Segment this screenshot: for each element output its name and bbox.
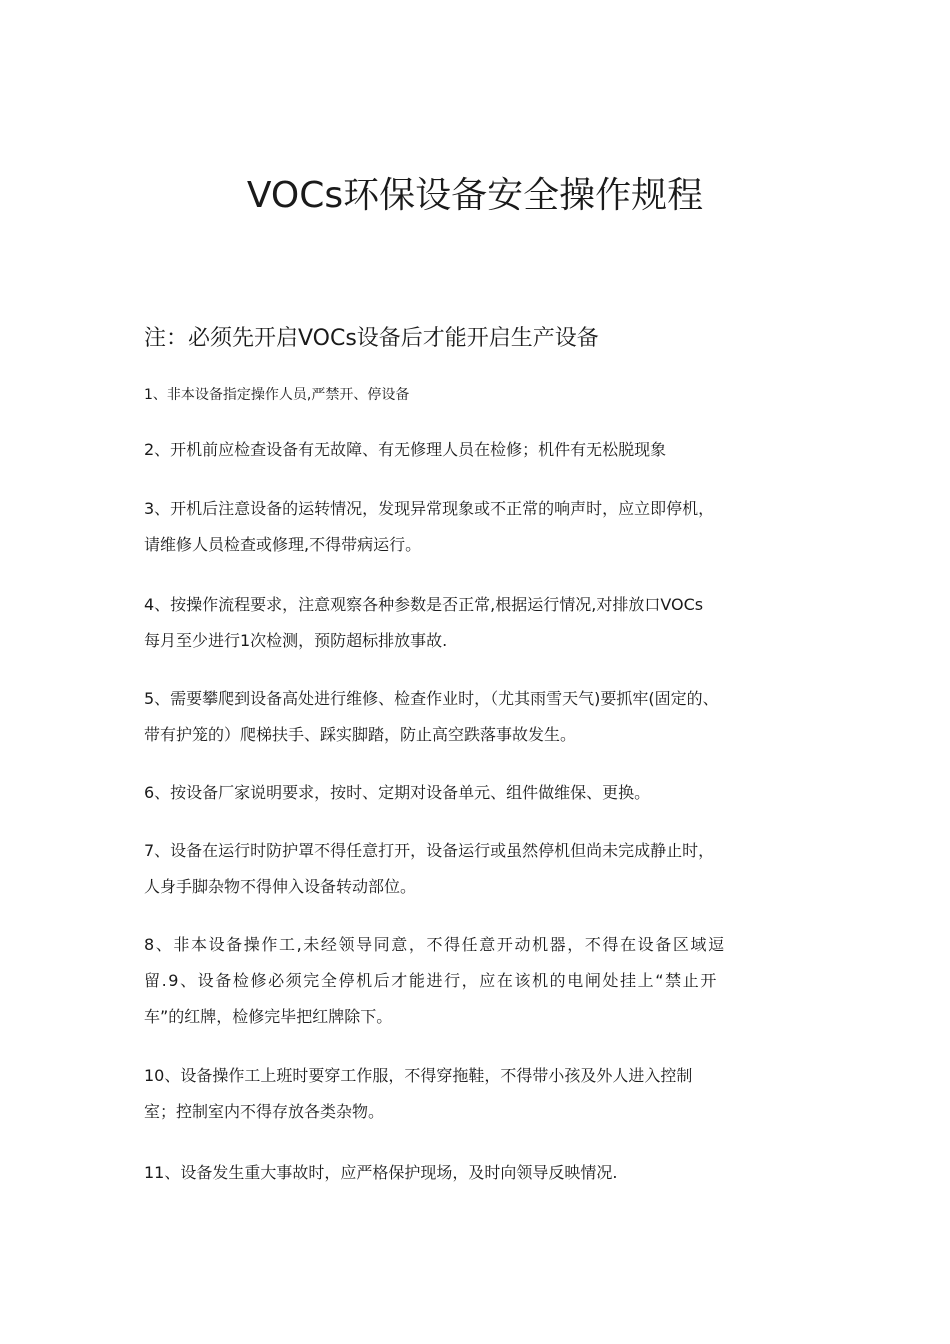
rule-line: 2、开机前应检查设备有无故障、有无修理人员在检修；机件有无松脱现象 xyxy=(144,440,667,459)
note-text: 注：必须先开启VOCs设备后才能开启生产设备 xyxy=(144,326,599,351)
rule-line: 请维修人员检查或修理,不得带病运行。 xyxy=(144,535,422,554)
rule-line: 6、按设备厂家说明要求，按时、定期对设备单元、组件做维保、更换。 xyxy=(144,783,651,802)
rule-item-3 xyxy=(144,491,824,563)
rule-item-6 xyxy=(144,775,824,811)
rule-line: 车”的红牌，检修完毕把红牌除下。 xyxy=(144,1007,393,1026)
rule-line: 带有护笼的）爬梯扶手、踩实脚踏，防止高空跌落事故发生。 xyxy=(144,725,577,744)
rule-line: 5、需要攀爬到设备高处进行维修、检查作业时，（尤其雨雪天气)要抓牢(固定的、 xyxy=(144,689,719,708)
rule-item-1 xyxy=(144,377,824,413)
rule-line: 11、设备发生重大事故时，应严格保护现场，及时向领导反映情况. xyxy=(144,1163,618,1182)
rule-item-7 xyxy=(144,833,824,905)
rule-line: 留.9、设备检修必须完全停机后才能进行，应在该机的电闸处挂上“禁止开 xyxy=(144,971,718,990)
rule-line: 人身手脚杂物不得伸入设备转动部位。 xyxy=(144,877,417,896)
document-title: VOCs环保设备安全操作规程 xyxy=(246,175,704,216)
rule-item-8 xyxy=(144,927,824,1035)
rule-line: 每月至少进行1次检测，预防超标排放事故. xyxy=(144,631,448,650)
rule-item-2 xyxy=(144,432,824,468)
rule-item-4 xyxy=(144,587,824,659)
rule-line: 7、设备在运行时防护罩不得任意打开，设备运行或虽然停机但尚未完成静止时， xyxy=(144,841,715,860)
rule-item-10 xyxy=(144,1058,824,1130)
rule-item-11 xyxy=(144,1155,824,1191)
rule-item-5 xyxy=(144,681,824,753)
rule-line: 室；控制室内不得存放各类杂物。 xyxy=(144,1102,385,1121)
rule-line: 1、非本设备指定操作人员,严禁开、停设备 xyxy=(144,387,410,403)
rule-line: 10、设备操作工上班时要穿工作服，不得穿拖鞋，不得带小孩及外人进入控制 xyxy=(144,1066,693,1085)
rule-line: 8、非本设备操作工,未经领导同意，不得任意开动机器，不得在设备区域逗 xyxy=(144,935,726,954)
rule-line: 4、按操作流程要求，注意观察各种参数是否正常,根据运行情况,对排放口VOCs xyxy=(144,595,704,614)
rule-line: 3、开机后注意设备的运转情况，发现异常现象或不正常的响声时，应立即停机， xyxy=(144,499,715,518)
